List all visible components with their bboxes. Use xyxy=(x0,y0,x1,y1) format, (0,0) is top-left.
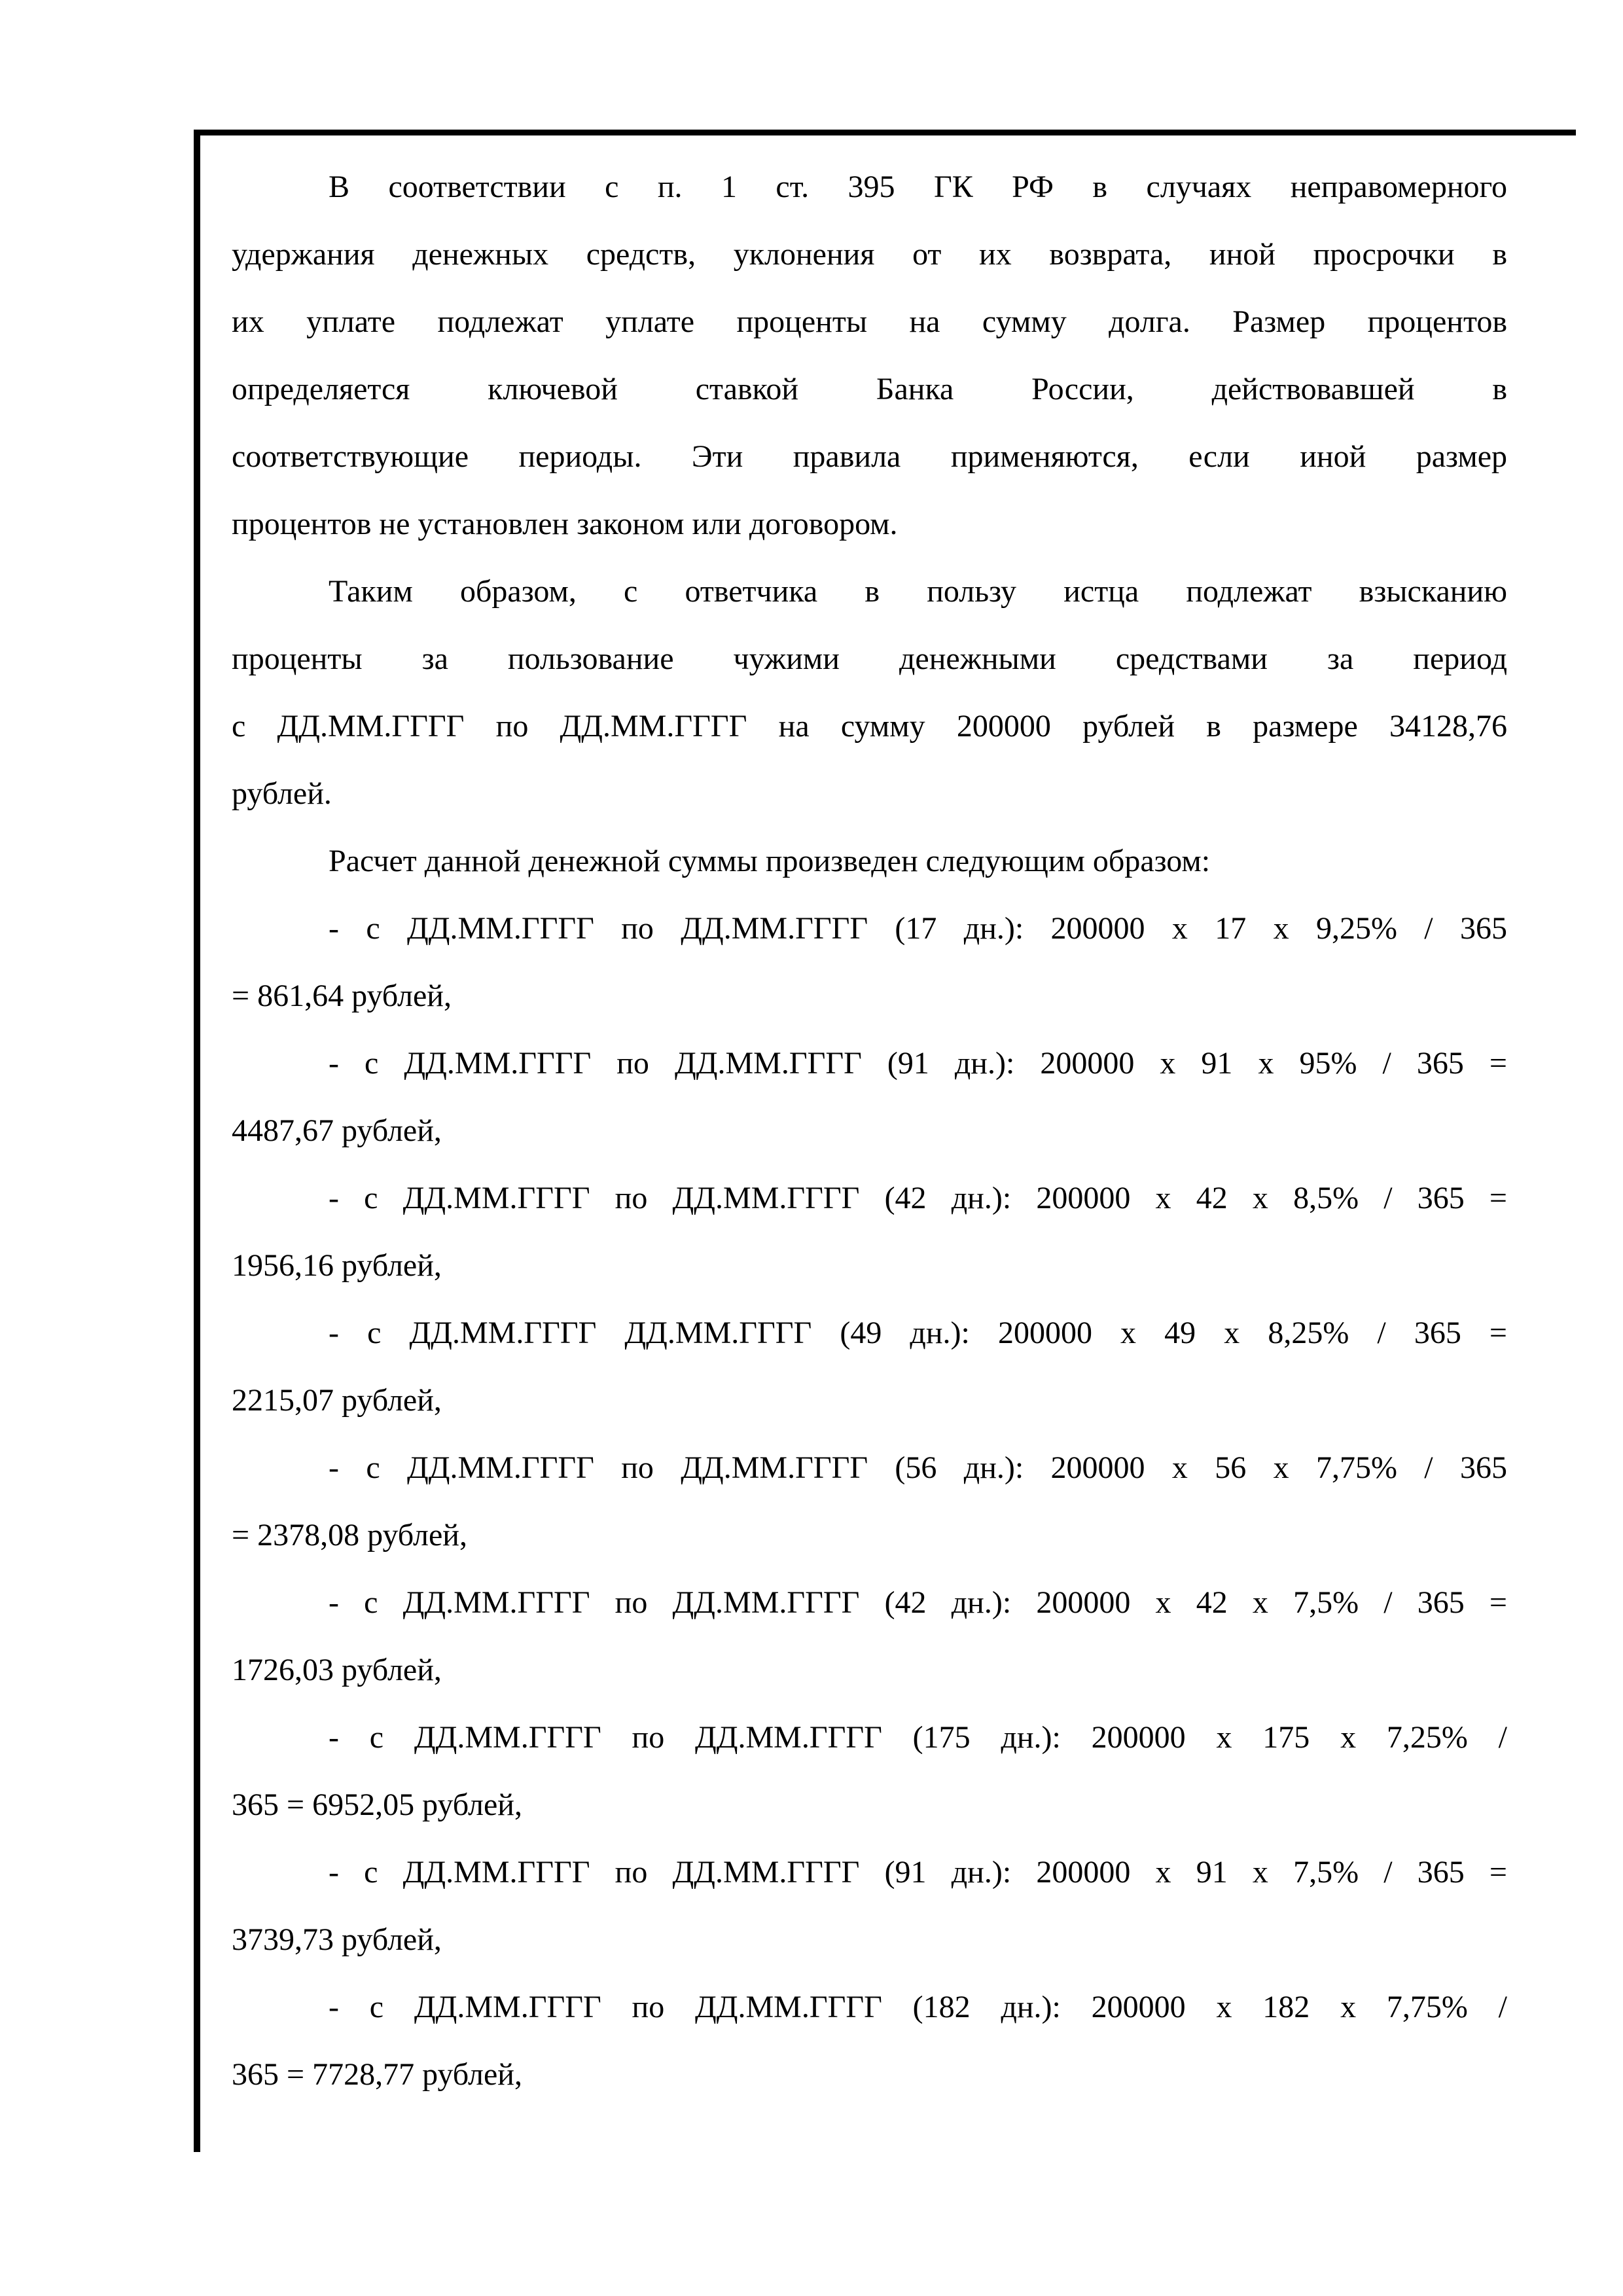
text-line: рублей. xyxy=(232,776,332,811)
text-line: В соответствии с п. 1 ст. 395 ГК РФ в случаях неправомерного xyxy=(329,170,1507,204)
text-line: = 861,64 рублей, xyxy=(232,978,452,1013)
text-line: 4487,67 рублей, xyxy=(232,1113,442,1148)
document-body xyxy=(232,153,1507,2108)
text-line: - с ДД.ММ.ГГГГ по ДД.ММ.ГГГГ (17 дн.): 200000 х 17 х 9,25% / 365 xyxy=(329,911,1507,946)
text-line: - с ДД.ММ.ГГГГ ДД.ММ.ГГГГ (49 дн.): 200000 х 49 х 8,25% / 365 = xyxy=(329,1316,1507,1350)
text-line: - с ДД.ММ.ГГГГ по ДД.ММ.ГГГГ (182 дн.): 200000 х 182 х 7,75% / xyxy=(329,1990,1507,2024)
paragraph xyxy=(232,827,1507,895)
text-line: 2215,07 рублей, xyxy=(232,1383,442,1418)
text-line: 3739,73 рублей, xyxy=(232,1922,442,1957)
text-line: - с ДД.ММ.ГГГГ по ДД.ММ.ГГГГ (56 дн.): 200000 х 56 х 7,75% / 365 xyxy=(329,1450,1507,1485)
text-line: 365 = 6952,05 рублей, xyxy=(232,1787,522,1822)
text-line: процентов не установлен законом или договором. xyxy=(232,507,898,541)
text-line: их уплате подлежат уплате проценты на сумму долга. Размер процентов xyxy=(232,304,1507,339)
scan-artifact-left-line xyxy=(194,130,200,2152)
paragraph xyxy=(232,1973,1507,2108)
text-line: - с ДД.ММ.ГГГГ по ДД.ММ.ГГГГ (91 дн.): 200000 х 91 х 95% / 365 = xyxy=(329,1046,1507,1081)
text-line: = 2378,08 рублей, xyxy=(232,1518,467,1552)
text-line: 1726,03 рублей, xyxy=(232,1653,442,1687)
text-line: удержания денежных средств, уклонения от их возврата, иной просрочки в xyxy=(232,237,1507,272)
paragraph xyxy=(232,1704,1507,1839)
text-line: с ДД.ММ.ГГГГ по ДД.ММ.ГГГГ на сумму 200000 рублей в размере 34128,76 xyxy=(232,709,1507,744)
paragraph xyxy=(232,1299,1507,1434)
paragraph xyxy=(232,558,1507,827)
paragraph xyxy=(232,1164,1507,1299)
scan-artifact-top-line xyxy=(194,130,1576,135)
text-line: - с ДД.ММ.ГГГГ по ДД.ММ.ГГГГ (91 дн.): 200000 х 91 х 7,5% / 365 = xyxy=(329,1855,1507,1890)
text-line: определяется ключевой ставкой Банка России, действовавшей в xyxy=(232,372,1507,406)
text-line: Расчет данной денежной суммы произведен следующим образом: xyxy=(329,844,1211,878)
paragraph xyxy=(232,1434,1507,1569)
text-line: - с ДД.ММ.ГГГГ по ДД.ММ.ГГГГ (42 дн.): 200000 х 42 х 7,5% / 365 = xyxy=(329,1585,1507,1620)
text-line: проценты за пользование чужими денежными средствами за период xyxy=(232,641,1507,676)
text-line: - с ДД.ММ.ГГГГ по ДД.ММ.ГГГГ (175 дн.): 200000 х 175 х 7,25% / xyxy=(329,1720,1507,1755)
paragraph xyxy=(232,895,1507,1030)
paragraph xyxy=(232,1569,1507,1704)
text-line: 365 = 7728,77 рублей, xyxy=(232,2057,522,2092)
paragraph xyxy=(232,1030,1507,1164)
text-line: 1956,16 рублей, xyxy=(232,1248,442,1283)
text-line: Таким образом, с ответчика в пользу истца подлежат взысканию xyxy=(329,574,1507,609)
paragraph xyxy=(232,153,1507,558)
text-line: - с ДД.ММ.ГГГГ по ДД.ММ.ГГГГ (42 дн.): 200000 х 42 х 8,5% / 365 = xyxy=(329,1181,1507,1215)
paragraph xyxy=(232,1839,1507,1973)
text-line: соответствующие периоды. Эти правила применяются, если иной размер xyxy=(232,439,1507,474)
